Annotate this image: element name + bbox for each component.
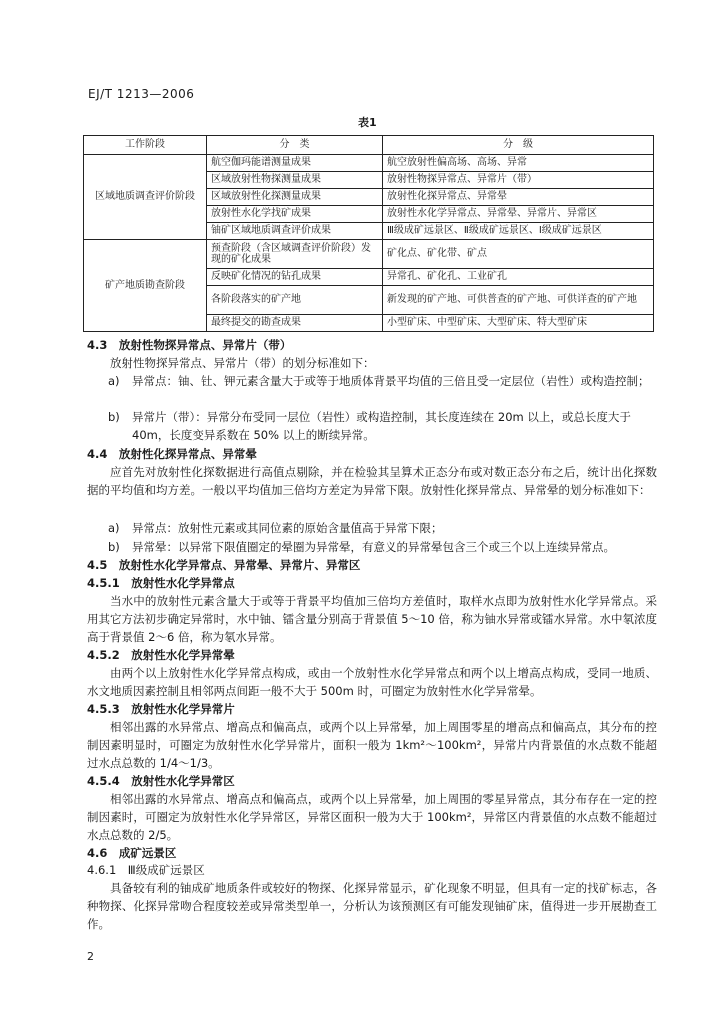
item-text: 异常片（带）：异常分布受同一层位（岩性）或构造控制，其长度连续在 20m 以上，或总长度大于 40m，长度变异系数在 50% 以上的断续异常。: [132, 410, 631, 442]
section-4-6-heading: 4.6 成矿远景区: [87, 846, 177, 860]
grade-cell: 矿化点、矿化带、矿点: [383, 240, 654, 269]
section-4-6-1-text: 具备较有利的铀成矿地质条件或较好的物探、化探异常显示，矿化现象不明显，但具有一定的找矿标志，各种物探、化探异常吻合程度较差或异常类型单一，分析认为该预测区有可能发现铀矿床，值得进一步开展勘查工作。: [87, 881, 657, 931]
table-row: [84, 240, 654, 269]
category-cell: 铀矿区域地质调查评价成果: [207, 223, 383, 240]
section-4-5-2-heading: 4.5.2 放射性水化学异常晕: [87, 648, 235, 662]
grade-cell: 航空放射性偏高场、高场、异常: [383, 155, 654, 172]
item-label: a): [108, 374, 120, 388]
section-4-4-item-b: [108, 538, 668, 556]
item-text: 异常点：放射性元素或其同位素的原始含量值高于异常下限；: [132, 521, 443, 535]
category-cell: 区域放射性化探测量成果: [207, 189, 383, 206]
grade-cell: Ⅲ级成矿远景区、Ⅱ级成矿远景区、Ⅰ级成矿远景区: [383, 223, 654, 240]
grade-cell: 放射性化探异常点、异常晕: [383, 189, 654, 206]
grade-cell: 放射性物探异常点、异常片（带）: [383, 172, 654, 189]
section-4-5-heading: 4.5 放射性水化学异常点、异常晕、异常片、异常区: [87, 558, 361, 572]
section-4-4-item-a: [108, 519, 658, 537]
stage-cell: 区域地质调查评价阶段: [84, 155, 207, 240]
section-4-3-heading: 4.3 放射性物探异常点、异常片（带）: [87, 338, 292, 352]
grade-cell: 异常孔、矿化孔、工业矿孔: [383, 269, 654, 286]
header-category: 分 类: [207, 136, 383, 155]
section-4-3-intro: 放射性物探异常点、异常片（带）的划分标准如下：: [110, 356, 375, 370]
item-label: b): [108, 410, 120, 424]
section-4-3-item-a: [108, 372, 658, 390]
category-cell: 最终提交的勘查成果: [207, 315, 383, 332]
grade-cell: 小型矿床、中型矿床、大型矿床、特大型矿床: [383, 315, 654, 332]
item-text: 异常晕：以异常下限值圈定的晕圈为异常晕，有意义的异常晕包含三个或三个以上连续异常点。: [132, 540, 615, 554]
category-cell: 航空伽玛能谱测量成果: [207, 155, 383, 172]
header-stage: 工作阶段: [84, 136, 207, 155]
section-4-5-4-text: 相邻出露的水异常点、增高点和偏高点，或两个以上异常晕，加上周围的零星异常点，其分布存在一定的控制因素时，可圈定为放射性水化学异常区，异常区面积一般为大于 100km²，异常区内背景值的水点数不能超过水点总数的 2/5。: [87, 792, 657, 842]
section-4-6-1-heading: 4.6.1 Ⅲ级成矿远景区: [87, 863, 205, 877]
item-label: a): [108, 521, 120, 535]
section-4-4-heading: 4.4 放射性化探异常点、异常晕: [87, 447, 257, 461]
page-number: 2: [87, 950, 94, 963]
grade-cell: 新发现的矿产地、可供普查的矿产地、可供详查的矿产地: [383, 286, 654, 315]
section-4-5-1-heading: 4.5.1 放射性水化学异常点: [87, 576, 235, 590]
category-cell: 反映矿化情况的钻孔成果: [207, 269, 383, 286]
item-label: b): [108, 540, 120, 554]
section-4-5-1-text: 当水中的放射性元素含量大于或等于背景平均值加三倍均方差值时，取样水点即为放射性水化学异常点。采用其它方法初步确定异常时，水中铀、镭含量分别高于背景值 5～10 倍，称为铀水异常或镭水异常。水中氡浓度高于背景值 2～6 倍，称为氡水异常。: [87, 594, 657, 644]
section-4-5-3-text: 相邻出露的水异常点、增高点和偏高点，或两个以上异常晕，加上周围零星的增高点和偏高点，其分布的控制因素明显时，可圈定为放射性水化学异常片，面积一般为 1km²～100km²，异常片内背景值的水点数不能超过水点总数的 1/4～1/3。: [87, 720, 657, 770]
grade-cell: 放射性水化学异常点、异常晕、异常片、异常区: [383, 206, 654, 223]
section-4-4-intro: 应首先对放射性化探数据进行高值点剔除，并在检验其呈算术正态分布或对数正态分布之后，统计出化探数据的平均值和均方差。一般以平均值加三倍均方差定为异常下限。放射性化探异常点、异常晕的划分标准如下：: [87, 465, 657, 497]
table-caption: 表1: [358, 116, 377, 129]
table-header-row: [84, 136, 654, 155]
section-4-5-3-heading: 4.5.3 放射性水化学异常片: [87, 702, 235, 716]
item-text: 异常点：铀、钍、钾元素含量大于或等于地质体背景平均值的三倍且受一定层位（岩性）或构造控制；: [132, 374, 650, 388]
category-cell: 放射性水化学找矿成果: [207, 206, 383, 223]
document-code: EJ/T 1213—2006: [88, 87, 195, 101]
category-cell: 各阶段落实的矿产地: [207, 286, 383, 315]
stage-cell: 矿产地质勘查阶段: [84, 240, 207, 332]
classification-table: [83, 135, 654, 332]
header-grade: 分 级: [383, 136, 654, 155]
category-cell: 预查阶段（含区域调查评价阶段）发现的矿化成果: [207, 240, 383, 269]
section-4-5-2-text: 由两个以上放射性水化学异常点构成，或由一个放射性水化学异常点和两个以上增高点构成，受同一地质、水文地质因素控制且相邻两点间距一般不大于 500m 时，可圈定为放射性水化学异常晕。: [87, 666, 657, 698]
section-4-3-item-b: [108, 408, 658, 444]
section-4-5-4-heading: 4.5.4 放射性水化学异常区: [87, 774, 235, 788]
category-cell: 区域放射性物探测量成果: [207, 172, 383, 189]
table-row: [84, 155, 654, 172]
